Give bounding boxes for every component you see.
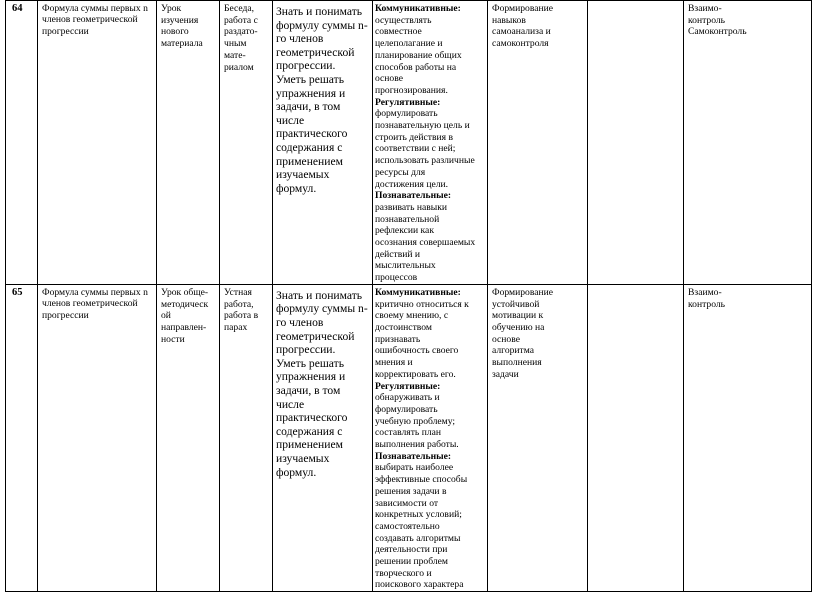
objective-line: Уметь решать xyxy=(276,72,344,86)
objective-line: геометрической xyxy=(276,45,355,59)
skills-line: ошибочность своего xyxy=(375,345,459,357)
personal-line: устойчивой xyxy=(492,298,540,310)
lesson-topic-cell xyxy=(38,284,157,591)
skills-line: совместное xyxy=(375,26,422,38)
skills-line: зависимости от xyxy=(375,497,439,509)
skills-group-heading: Коммуникативные: xyxy=(375,286,461,298)
skills-line: процессов xyxy=(375,272,418,284)
activity-line: работа с xyxy=(224,14,258,26)
activity-line: парах xyxy=(224,321,248,333)
activity-line: Беседа, xyxy=(224,3,255,14)
skills-line: прогнозирования. xyxy=(375,84,448,96)
skills-line: действий и xyxy=(375,248,421,260)
skills-line: способов работы на xyxy=(375,61,457,73)
skills-line: формулировать xyxy=(375,403,438,415)
lesson-type-line: методическ xyxy=(161,298,209,310)
objective-line: Знать и понимать xyxy=(276,5,363,18)
skills-line: творческого и xyxy=(375,567,432,579)
personal-line: основе xyxy=(492,333,520,345)
skills-line: достижения цели. xyxy=(375,178,449,190)
objective-line: содержания с xyxy=(276,140,343,154)
skills-line: основе xyxy=(375,73,403,85)
learning-objectives-cell xyxy=(273,1,373,285)
control-form-cell xyxy=(684,1,812,285)
lesson-number-cell xyxy=(6,284,38,591)
skills-line: своему мнению, с xyxy=(375,310,449,322)
empty-cell xyxy=(588,284,684,591)
lesson-number: 64 xyxy=(12,3,23,14)
objective-line: применением xyxy=(276,438,343,452)
activity-line: работа в xyxy=(224,310,259,322)
learning-objectives-cell xyxy=(273,284,373,591)
skills-line: выполнения работы. xyxy=(375,439,459,451)
table-row xyxy=(6,1,812,285)
skills-line: достоинством xyxy=(375,321,432,333)
skills-line: учебную проблему; xyxy=(375,415,456,427)
objective-line: применением xyxy=(276,154,343,168)
lesson-type-line: Урок xyxy=(161,3,182,14)
personal-line: самоконтроля xyxy=(492,38,549,50)
control-form-cell xyxy=(684,284,812,591)
objective-line: прогрессии. xyxy=(276,343,336,357)
objective-line: упражнения и xyxy=(276,370,346,384)
skills-line: познавательную цель и xyxy=(375,120,470,132)
lesson-type-line: изучения xyxy=(161,14,199,26)
objective-line: практического xyxy=(276,127,348,141)
skills-line: планирование общих xyxy=(375,49,462,61)
personal-line: обучению на xyxy=(492,321,545,333)
skills-line: составлять план xyxy=(375,427,442,439)
skills-line: мнения и xyxy=(375,357,413,369)
objective-line: Уметь решать xyxy=(276,356,344,370)
skills-line: целеполагание и xyxy=(375,38,443,50)
objective-line: го членов xyxy=(276,316,324,330)
skills-line: поискового характера xyxy=(375,579,464,591)
control-line: Взаимо- xyxy=(688,3,722,14)
skills-line: ресурсы для xyxy=(375,166,426,178)
skills-group-heading: Познавательные: xyxy=(375,190,452,202)
activity-line: работа, xyxy=(224,298,254,310)
control-line: Самоконтроль xyxy=(688,26,747,38)
personal-line: Формирование xyxy=(492,286,554,298)
lesson-topic: Формула суммы первых n членов геометрической прогрессии xyxy=(42,286,148,321)
skills-line: осознания совершаемых xyxy=(375,237,476,249)
activity-line: Устная xyxy=(224,286,252,298)
skills-group-heading: Познавательные: xyxy=(375,450,452,462)
objective-line: числе xyxy=(276,113,305,127)
skills-line: эффективные способы xyxy=(375,474,468,486)
control-line: контроль xyxy=(688,14,726,26)
objective-line: числе xyxy=(276,397,305,411)
objective-line: изучаемых xyxy=(276,452,330,465)
lesson-topic-cell xyxy=(38,1,157,285)
activity-line: чным xyxy=(224,38,247,50)
skills-line: создавать алгоритмы xyxy=(375,532,461,544)
skills-line: решения задачи в xyxy=(375,485,447,497)
personal-line: Формирование xyxy=(492,3,554,14)
skills-line: корректировать его. xyxy=(375,368,456,380)
control-line: контроль xyxy=(688,298,726,310)
lesson-type-line: материала xyxy=(161,38,203,50)
skills-line: мыслительных xyxy=(375,260,436,272)
empty-cell xyxy=(588,1,684,285)
personal-line: задачи xyxy=(492,368,519,380)
lesson-plan-table xyxy=(5,0,812,592)
skills-line: строить действия в xyxy=(375,131,453,143)
objective-line: прогрессии. xyxy=(276,59,336,73)
objective-line: го членов xyxy=(276,32,324,46)
lesson-type-line: ой xyxy=(161,310,171,322)
skills-line: решении проблем xyxy=(375,556,448,568)
skills-line: развивать навыки xyxy=(375,201,448,213)
skills-group-heading: Коммуникативные: xyxy=(375,3,461,14)
skills-group-heading: Регулятивные: xyxy=(375,380,441,392)
universal-skills-cell xyxy=(373,1,488,285)
objective-line: формулу суммы n- xyxy=(276,18,368,32)
skills-line: деятельности при xyxy=(375,544,448,556)
objective-line: содержания с xyxy=(276,424,343,438)
lesson-topic: Формула суммы первых n членов геометрической прогрессии xyxy=(42,3,148,37)
activity-form-cell xyxy=(220,1,273,285)
personal-line: мотивации к xyxy=(492,310,544,322)
lesson-number-cell xyxy=(6,1,38,285)
objective-line: формул. xyxy=(276,465,317,479)
activity-line: раздато- xyxy=(224,26,258,38)
activity-line: риалом xyxy=(224,61,254,73)
personal-line: самоанализа и xyxy=(492,26,551,38)
skills-line: критично относиться к xyxy=(375,298,469,310)
personal-results-cell xyxy=(488,284,588,591)
objective-line: задачи, в том xyxy=(276,100,341,114)
lesson-number: 65 xyxy=(12,286,23,298)
skills-line: использовать различные xyxy=(375,155,475,167)
activity-form-cell xyxy=(220,284,273,591)
control-line: Взаимо- xyxy=(688,286,722,298)
objective-line: геометрической xyxy=(276,329,355,343)
universal-skills-cell xyxy=(373,284,488,591)
personal-line: навыков xyxy=(492,14,526,26)
lesson-type-line: Урок обще- xyxy=(161,286,209,298)
objective-line: изучаемых xyxy=(276,168,330,182)
skills-line: рефлексии как xyxy=(375,225,434,237)
objective-line: формул. xyxy=(276,181,317,195)
personal-line: алгоритма xyxy=(492,345,535,357)
personal-line: выполнения xyxy=(492,357,542,369)
objective-line: задачи, в том xyxy=(276,384,341,398)
skills-line: выбирать наиболее xyxy=(375,462,454,474)
lesson-type-cell xyxy=(157,1,220,285)
objective-line: формулу суммы n- xyxy=(276,302,368,316)
skills-line: конкретных условий; xyxy=(375,509,462,521)
skills-line: осуществлять xyxy=(375,14,432,26)
lesson-type-line: направлен- xyxy=(161,321,207,333)
table-row xyxy=(6,284,812,591)
skills-line: обнаруживать и xyxy=(375,392,440,404)
lesson-type-cell xyxy=(157,284,220,591)
skills-line: формулировать xyxy=(375,108,438,120)
skills-line: познавательной xyxy=(375,213,440,225)
skills-line: признавать xyxy=(375,333,421,345)
objective-line: упражнения и xyxy=(276,86,346,100)
lesson-type-line: нового xyxy=(161,26,189,38)
skills-group-heading: Регулятивные: xyxy=(375,96,441,108)
personal-results-cell xyxy=(488,1,588,285)
activity-line: мате- xyxy=(224,49,246,61)
objective-line: Знать и понимать xyxy=(276,288,363,302)
skills-line: соответствии с ней; xyxy=(375,143,456,155)
skills-line: самостоятельно xyxy=(375,520,440,532)
lesson-type-line: ности xyxy=(161,333,185,345)
objective-line: практического xyxy=(276,411,348,425)
